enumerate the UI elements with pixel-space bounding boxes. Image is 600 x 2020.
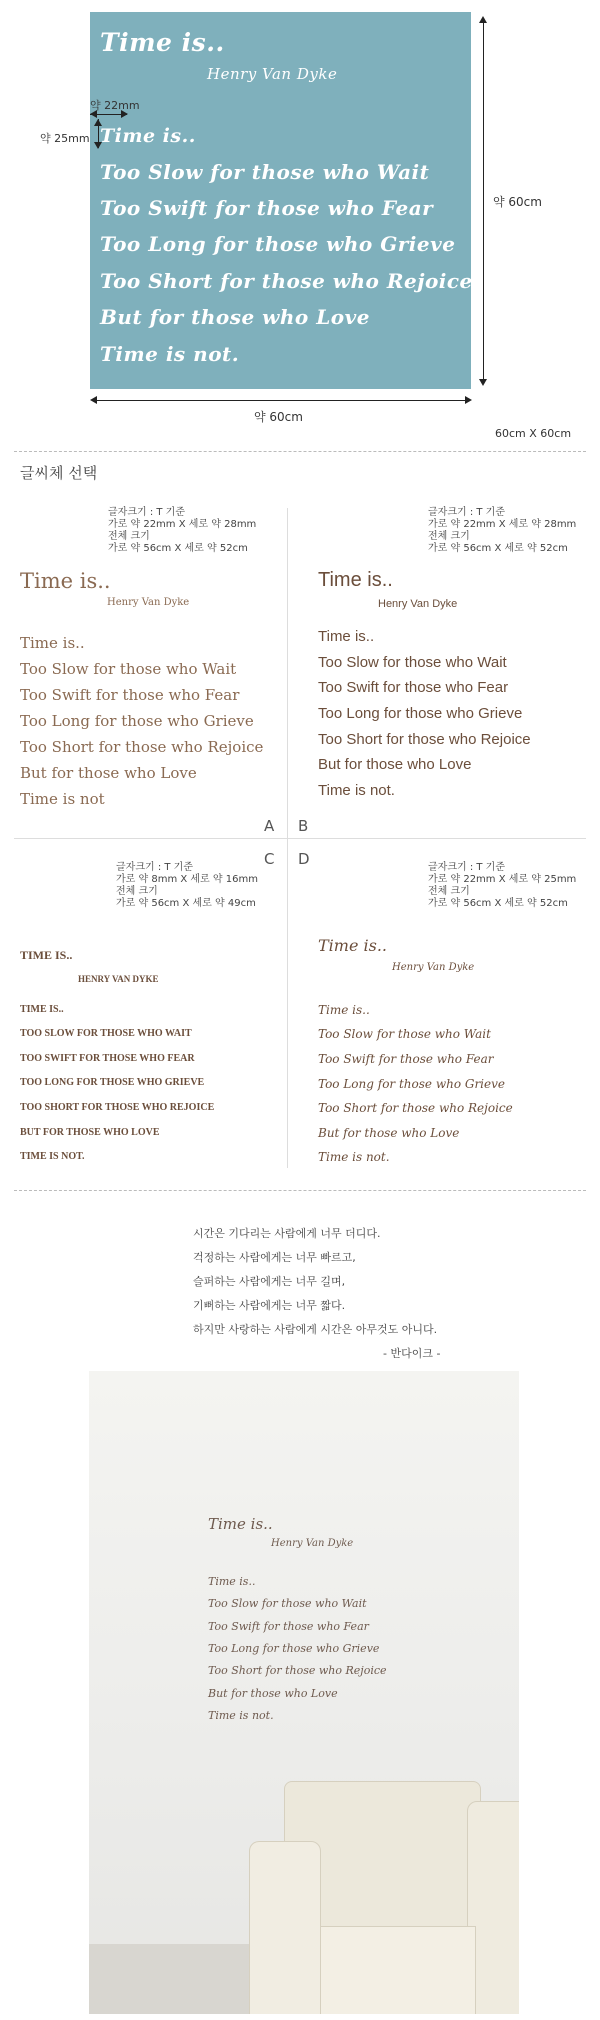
option-letter-c: C: [264, 850, 275, 868]
section-divider: [14, 1190, 586, 1191]
translation-block: [0, 1222, 600, 1366]
arrow-down-icon: [94, 142, 102, 149]
option-line: Too Slow for those who Wait: [318, 1027, 491, 1041]
hero-line: Time is..: [100, 125, 196, 147]
photo-line: Too Short for those who Rejoice: [208, 1664, 387, 1677]
option-line: But for those who Love: [318, 1126, 460, 1140]
option-line: But for those who Love: [318, 756, 472, 773]
option-title: TIME IS..: [20, 948, 73, 962]
height-label: 약 60cm: [493, 195, 542, 209]
option-letter-a: A: [264, 817, 275, 835]
translation-line: 하지만 사랑하는 사람에게 시간은 아무것도 아니다.: [193, 1323, 438, 1336]
translation-attribution: - 반다이크 -: [383, 1347, 441, 1360]
option-line: Too Long for those who Grieve: [318, 1077, 506, 1091]
hero-line: Time is not.: [100, 342, 240, 366]
hero-author: Henry Van Dyke: [207, 65, 338, 83]
spec-c: [116, 862, 258, 910]
spec-line: 가로 약 22mm X 세로 약 25mm: [428, 874, 577, 885]
arrow-up-icon: [94, 119, 102, 126]
option-author: HENRY VAN DYKE: [78, 974, 159, 984]
top-margin-label: 약 25mm: [40, 132, 90, 145]
option-line: Too Slow for those who Wait: [318, 654, 507, 671]
spec-line: 전체 크기: [428, 531, 470, 542]
sofa-seat: [314, 1926, 476, 2014]
photo-line: But for those who Love: [208, 1687, 338, 1700]
height-dimension-line: [483, 18, 484, 384]
left-margin-label: 약 22mm: [90, 99, 140, 112]
spec-line: 전체 크기: [108, 531, 150, 542]
option-line: TOO LONG FOR THOSE WHO GRIEVE: [20, 1077, 205, 1088]
arrow-right-icon: [465, 396, 472, 404]
spec-line: 가로 약 56cm X 세로 약 52cm: [428, 898, 568, 909]
spec-d: [428, 862, 576, 910]
option-title: Time is..: [20, 569, 111, 593]
photo-line: Time is..: [208, 1575, 256, 1588]
photo-line: Too Long for those who Grieve: [208, 1642, 380, 1655]
option-line: TOO SHORT FOR THOSE WHO REJOICE: [20, 1102, 215, 1113]
option-divider-horizontal: [14, 838, 586, 839]
arrow-left-icon: [90, 110, 97, 118]
option-line: Too Swift for those who Fear: [318, 679, 509, 696]
arrow-right-icon: [121, 110, 128, 118]
photo-line: Time is not.: [208, 1709, 274, 1722]
photo-line: Too Slow for those who Wait: [208, 1597, 367, 1610]
option-line: Too Long for those who Grieve: [20, 712, 254, 730]
option-line: Too Swift for those who Fear: [20, 686, 240, 704]
spec-line: 전체 크기: [116, 886, 158, 897]
hero-line: Too Short for those who Rejoice: [100, 269, 473, 293]
hero-line: Too Swift for those who Fear: [100, 196, 434, 220]
option-letter-b: B: [298, 817, 309, 835]
photo-author: Henry Van Dyke: [271, 1538, 354, 1549]
translation-line: 기뻐하는 사람에게는 너무 짧다.: [193, 1299, 346, 1312]
option-line: TOO SWIFT FOR THOSE WHO FEAR: [20, 1053, 195, 1064]
spec-line: 가로 약 56cm X 세로 약 52cm: [428, 543, 568, 554]
option-line: Time is..: [20, 634, 85, 652]
hero-title: Time is..: [100, 28, 225, 57]
option-line: Too Long for those who Grieve: [318, 705, 523, 722]
option-author: Henry Van Dyke: [378, 598, 458, 610]
spec-line: 글자크기 : T 기준: [116, 862, 193, 873]
room-photo: [89, 1371, 519, 2014]
arrow-down-icon: [479, 379, 487, 386]
spec-a: [108, 507, 256, 555]
arrow-left-icon: [90, 396, 97, 404]
spec-line: 가로 약 22mm X 세로 약 28mm: [428, 519, 577, 530]
option-author: Henry Van Dyke: [107, 597, 190, 608]
spec-line: 글자크기 : T 기준: [428, 507, 505, 518]
option-line: TIME IS NOT.: [20, 1151, 85, 1162]
option-line: Time is not.: [318, 1150, 390, 1164]
option-letter-d: D: [298, 850, 310, 868]
option-line: Too Slow for those who Wait: [20, 660, 237, 678]
width-dimension-line: [92, 400, 470, 401]
spec-line: 가로 약 22mm X 세로 약 28mm: [108, 519, 257, 530]
size-label: 60cm X 60cm: [495, 427, 572, 440]
option-line: BUT FOR THOSE WHO LOVE: [20, 1127, 160, 1138]
spec-line: 가로 약 8mm X 세로 약 16mm: [116, 874, 258, 885]
translation-line: 걱정하는 사람에게는 너무 빠르고,: [193, 1251, 356, 1264]
font-select-title: 글씨체 선택: [20, 464, 98, 482]
translation-line: 슬퍼하는 사람에게는 너무 길며,: [193, 1275, 346, 1288]
option-line: But for those who Love: [20, 764, 197, 782]
spec-line: 글자크기 : T 기준: [108, 507, 185, 518]
spec-line: 글자크기 : T 기준: [428, 862, 505, 873]
option-author: Henry Van Dyke: [392, 962, 475, 973]
option-line: Time is..: [318, 1003, 370, 1017]
hero-line: Too Long for those who Grieve: [100, 232, 456, 256]
section-divider: [14, 451, 586, 452]
spec-line: 가로 약 56cm X 세로 약 52cm: [108, 543, 248, 554]
photo-title: Time is..: [208, 1515, 273, 1533]
option-title: Time is..: [318, 936, 388, 955]
option-title: Time is..: [318, 569, 393, 591]
decal-preview-panel: [90, 12, 471, 389]
arrow-up-icon: [479, 16, 487, 23]
option-line: TIME IS..: [20, 1004, 64, 1015]
option-line: Too Swift for those who Fear: [318, 1052, 494, 1066]
photo-line: Too Swift for those who Fear: [208, 1620, 369, 1633]
option-line: TOO SLOW FOR THOSE WHO WAIT: [20, 1028, 192, 1039]
hero-line: But for those who Love: [100, 305, 370, 329]
translation-line: 시간은 기다리는 사람에게 너무 더디다.: [193, 1227, 381, 1240]
spec-b: [428, 507, 576, 555]
option-line: Time is not: [20, 790, 105, 808]
option-line: Time is..: [318, 628, 375, 645]
sofa-arm: [249, 1841, 321, 2014]
spec-line: 전체 크기: [428, 886, 470, 897]
option-line: Too Short for those who Rejoice: [318, 1101, 513, 1115]
option-line: Too Short for those who Rejoice: [318, 731, 531, 748]
hero-line: Too Slow for those who Wait: [100, 160, 430, 184]
width-label: 약 60cm: [254, 410, 303, 424]
option-line: Too Short for those who Rejoice: [20, 738, 264, 756]
spec-line: 가로 약 56cm X 세로 약 49cm: [116, 898, 256, 909]
option-line: Time is not.: [318, 782, 395, 799]
